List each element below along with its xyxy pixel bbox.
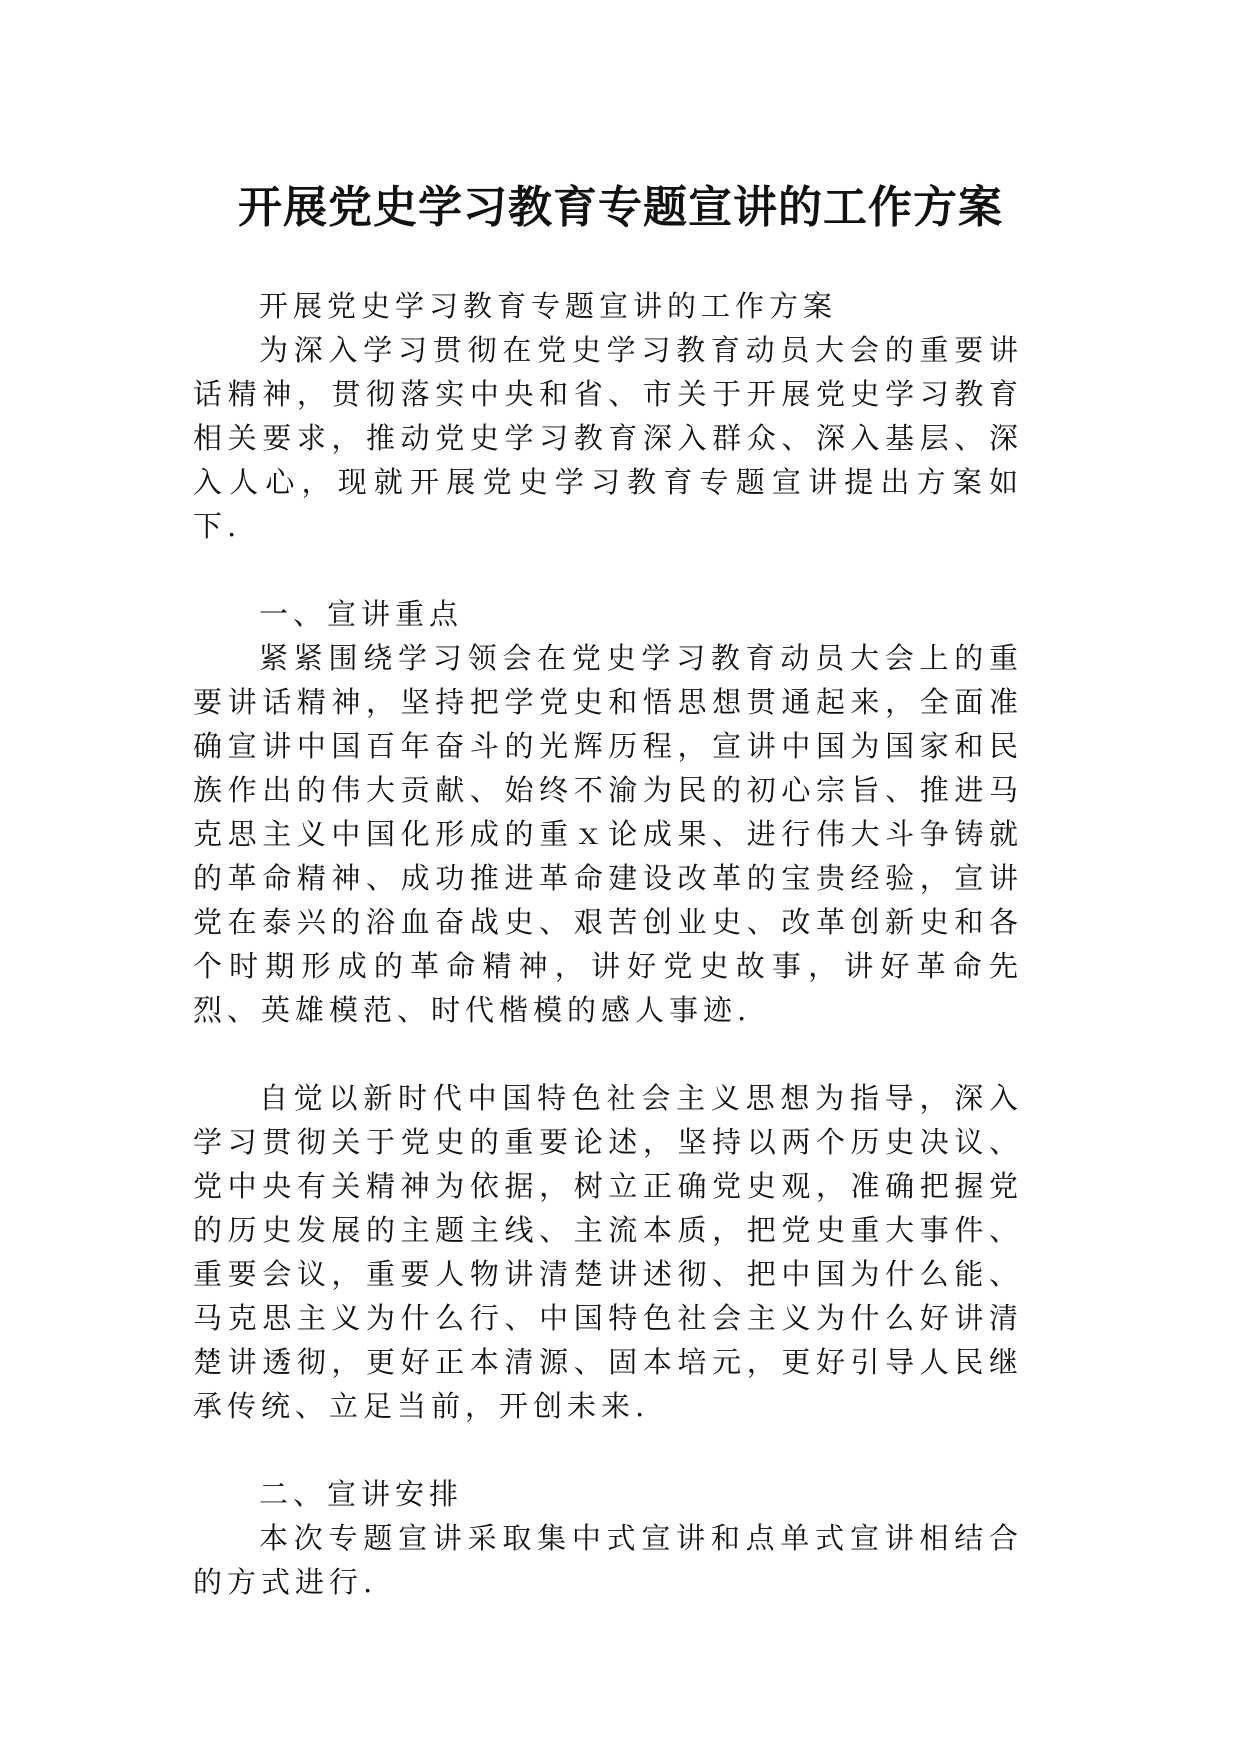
- paragraph-intro: 为深入学习贯彻在党史学习教育动员大会的重要讲话精神，贯彻落实中央和省、市关于开展党史学习教育相关要求，推动党史学习教育深入群众、深入基层、深入人心，现就开展党史学习教育专题宣讲提出方案如下.: [193, 333, 1023, 543]
- paragraph-subtitle: 开展党史学习教育专题宣讲的工作方案: [259, 289, 838, 323]
- section-heading-1: 一、宣讲重点: [259, 597, 464, 631]
- paragraph-section-2: 本次专题宣讲采取集中式宣讲和点单式宣讲相结合的方式进行.: [193, 1521, 1023, 1599]
- paragraph-guidance: 自觉以新时代中国特色社会主义思想为指导，深入学习贯彻关于党史的重要论述，坚持以两个历史决议、党中央有关精神为依据，树立正确党史观，准确把握党的历史发展的主题主线、主流本质，把党史重大事件、重要会议，重要人物讲清楚讲述彻、把中国为什么能、马克思主义为什么行、中国特色社会主义为什么好讲清楚讲透彻，更好正本清源、固本培元，更好引导人民继承传统、立足当前，开创未来.: [193, 1081, 1023, 1423]
- document-title: 开展党史学习教育专题宣讲的工作方案: [238, 182, 1003, 233]
- paragraph-section-1: 紧紧围绕学习领会在党史学习教育动员大会上的重要讲话精神，坚持把学党史和悟思想贯通起来，全面准确宣讲中国百年奋斗的光辉历程，宣讲中国为国家和民族作出的伟大贡献、始终不渝为民的初心宗旨、推进马克思主义中国化形成的重ｘ论成果、进行伟大斗争铸就的革命精神、成功推进革命建设改革的宝贵经验，宣讲党在泰兴的浴血奋战史、艰苦创业史、改革创新史和各个时期形成的革命精神，讲好党史故事，讲好革命先烈、英雄模范、时代楷模的感人事迹.: [193, 641, 1023, 1027]
- section-heading-2: 二、宣讲安排: [259, 1477, 464, 1511]
- document-body: [193, 284, 1023, 1604]
